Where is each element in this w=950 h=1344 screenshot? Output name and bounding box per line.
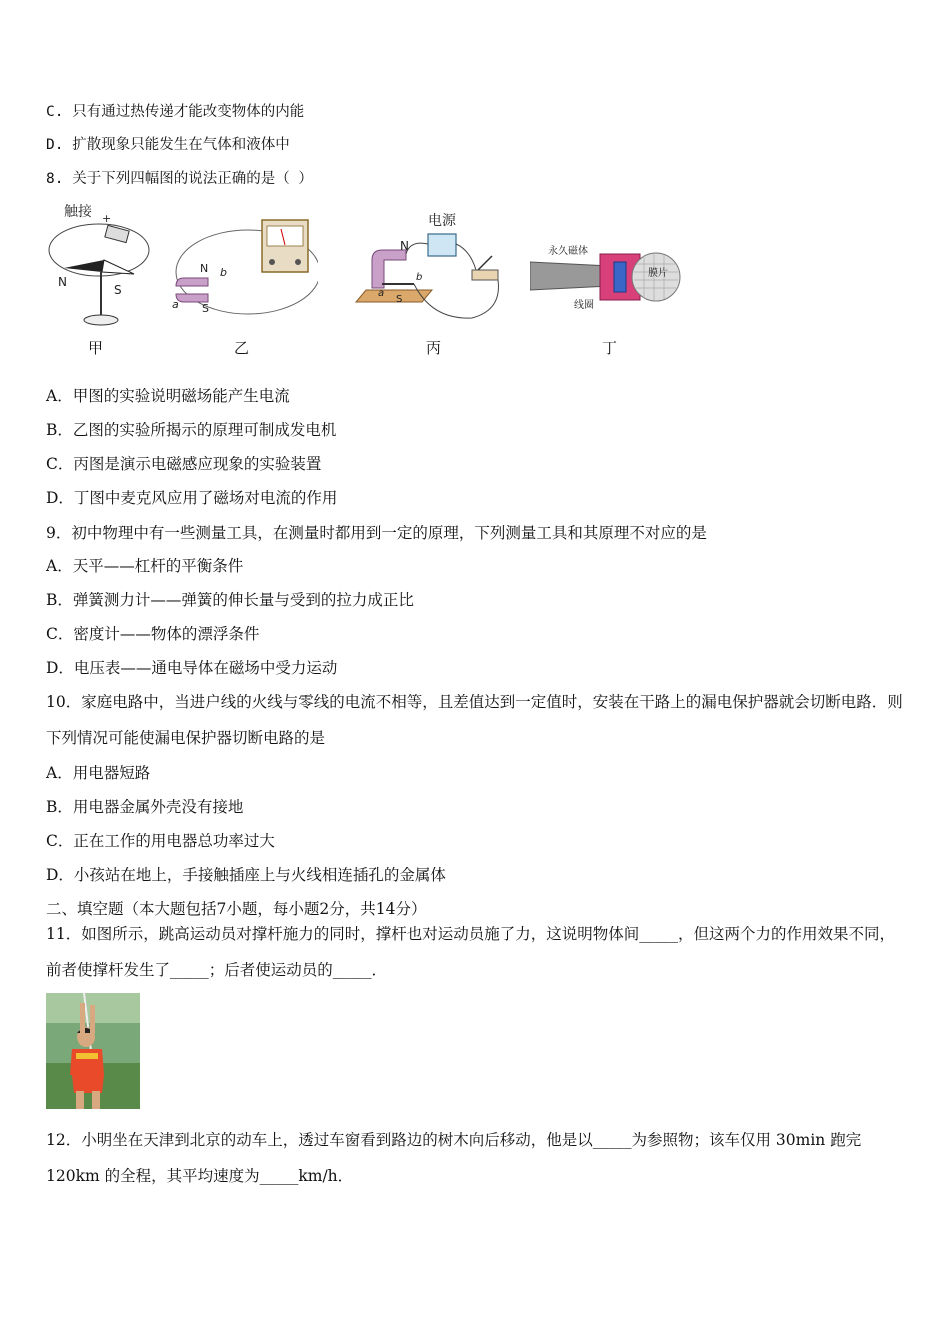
bing-a-label: a [378,288,385,299]
yi-a-label: a [172,298,179,311]
bing-b-label: b [416,272,423,283]
ding-magnet-label: 永久磁体 [548,246,588,257]
question-9-stem: 9．初中物理中有一些测量工具，在测量时都用到一定的原理，下列测量工具和其原理不对应的是 [46,524,707,542]
option-10b: B．用电器金属外壳没有接地 [46,798,244,816]
option-7c: C. 只有通过热传递才能改变物体的内能 [46,104,305,120]
figure-bing [352,210,512,330]
ding-magnet [530,262,610,290]
option-9c: C．密度计——物体的漂浮条件 [46,625,260,643]
bing-switch [472,270,498,280]
bing-power-supply [428,234,456,256]
jia-s-label: S [114,283,122,297]
athlete-body [70,1049,104,1075]
question-10-stem: 10．家庭电路中，当进户线的火线与零线的电流不相等，且差值达到一定值时，安装在干路上的漏电保护器就会切断电路．则下列情况可能使漏电保护器切断电路的是 [46,693,903,747]
question-8-stem: 8. 关于下列四幅图的说法正确的是（ ） [46,171,313,187]
option-8a: A．甲图的实验说明磁场能产生电流 [46,387,290,405]
ding-diaphragm-label: 膜片 [648,268,668,279]
figure-ding [530,236,682,316]
option-9b: B．弹簧测力计——弹簧的伸长量与受到的拉力成正比 [46,591,414,609]
bing-base-board [356,290,432,302]
yi-u-magnet [176,278,208,286]
option-7d: D. 扩散现象只能发生在气体和液体中 [46,137,290,153]
option-8c: C．丙图是演示电磁感应现象的实验装置 [46,455,322,473]
question-11-stem: 11．如图所示，跳高运动员对撑杆施力的同时，撑杆也对运动员施了力，这说明物体间_____，但这两个力的作用效果不同，前者使撑杆发生了_____；后者使运动员的_____． [46,925,895,979]
question-12-stem: 12．小明坐在天津到北京的动车上，透过车窗看到路边的树木向后移动，他是以_____为参照物；该车仅用 30min 跑完 120km 的全程，其平均速度为_____km/h． [46,1131,862,1185]
jia-n-label: N [58,275,67,289]
yi-b-label: b [220,266,227,279]
bing-n-label: N [400,239,409,253]
option-9d: D．电压表——通电导体在磁场中受力运动 [46,659,338,677]
yi-s-label: S [202,302,209,315]
jia-plus-label: + [102,212,112,225]
option-10d: D．小孩站在地上，手接触插座上与火线相连插孔的金属体 [46,866,446,884]
caption-ding: 丁 [602,339,618,357]
jia-compass-needle [64,260,104,272]
ding-coil-label: 线圈 [574,300,594,311]
yi-n-label: N [200,262,209,275]
caption-yi: 乙 [234,339,250,357]
jia-touch-label: 触接 [64,204,92,220]
bing-s-label: S [396,294,403,305]
option-10a: A．用电器短路 [46,764,151,782]
figure-yi [168,212,318,324]
section-2-heading: 二、填空题（本大题包括7小题，每小题2分，共14分） [46,900,427,918]
ding-coil [614,262,626,292]
option-8b: B．乙图的实验所揭示的原理可制成发电机 [46,421,337,439]
jia-base [84,315,118,325]
option-10c: C．正在工作的用电器总功率过大 [46,832,275,850]
caption-bing: 丙 [426,339,442,357]
caption-jia: 甲 [88,339,104,357]
option-8d: D．丁图中麦克风应用了磁场对电流的作用 [46,489,338,507]
bing-u-magnet [372,250,406,288]
option-9a: A．天平——杠杆的平衡条件 [46,557,244,575]
pole-vault-photo [46,993,140,1109]
bing-power-label: 电源 [428,213,456,229]
figure-jia [44,200,156,330]
